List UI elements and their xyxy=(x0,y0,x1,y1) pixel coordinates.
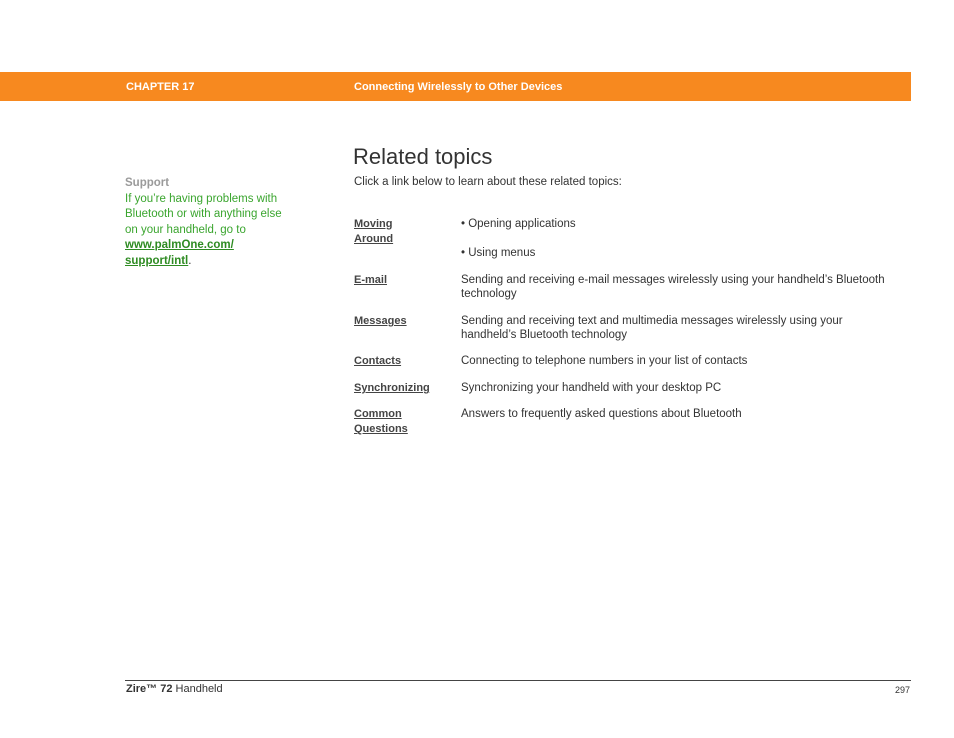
common-questions-link[interactable] xyxy=(354,407,450,437)
moving-around-bullets xyxy=(461,217,901,260)
common-questions-description: Answers to frequently asked questions about Bluetooth xyxy=(461,408,742,420)
common-questions-link-line1: Common xyxy=(354,408,402,420)
support-url-link[interactable] xyxy=(125,239,234,267)
email-link[interactable]: E-mail xyxy=(354,274,388,286)
footer-product-name xyxy=(126,683,223,695)
chapter-title: Connecting Wirelessly to Other Devices xyxy=(354,81,563,93)
bullet-opening-applications: • Opening applications xyxy=(461,218,576,230)
synchronizing-link[interactable]: Synchronizing xyxy=(354,382,430,394)
email-description: Sending and receiving e-mail messages wirelessly using your handheld’s Bluetooth technology xyxy=(461,274,885,300)
bullet-using-menus: • Using menus xyxy=(461,247,536,259)
page-title: Related topics xyxy=(353,144,493,169)
footer-divider xyxy=(125,680,911,681)
page-number: 297 xyxy=(894,685,910,695)
support-sidebar xyxy=(125,176,285,269)
intro-text: Click a link below to learn about these related topics: xyxy=(354,176,622,188)
footer-product-rest: Handheld xyxy=(172,683,223,695)
sidebar-text: If you’re having problems with Bluetooth or with anything else on your handheld, go to xyxy=(125,192,282,236)
sidebar-period: . xyxy=(188,254,192,267)
messages-link[interactable]: Messages xyxy=(354,315,407,327)
moving-around-link[interactable] xyxy=(354,217,450,247)
sidebar-heading: Support xyxy=(125,177,170,189)
synchronizing-description: Synchronizing your handheld with your desktop PC xyxy=(461,382,722,394)
chapter-header-bar xyxy=(0,72,911,101)
common-questions-link-line2: Questions xyxy=(354,423,408,435)
chapter-number: CHAPTER 17 xyxy=(126,81,195,93)
support-url-line1: www.palmOne.com/ xyxy=(125,239,234,251)
footer-product-bold: Zire™ 72 xyxy=(126,683,173,695)
messages-description: Sending and receiving text and multimedia messages wirelessly using your handheld’s Bluetooth technology xyxy=(461,315,843,341)
moving-around-link-line2: Around xyxy=(354,233,394,245)
support-url-line2: support/intl xyxy=(125,254,189,267)
contacts-description: Connecting to telephone numbers in your list of contacts xyxy=(461,355,748,367)
sidebar-body xyxy=(125,192,285,270)
contacts-link[interactable]: Contacts xyxy=(354,355,402,367)
moving-around-link-line1: Moving xyxy=(354,218,393,230)
